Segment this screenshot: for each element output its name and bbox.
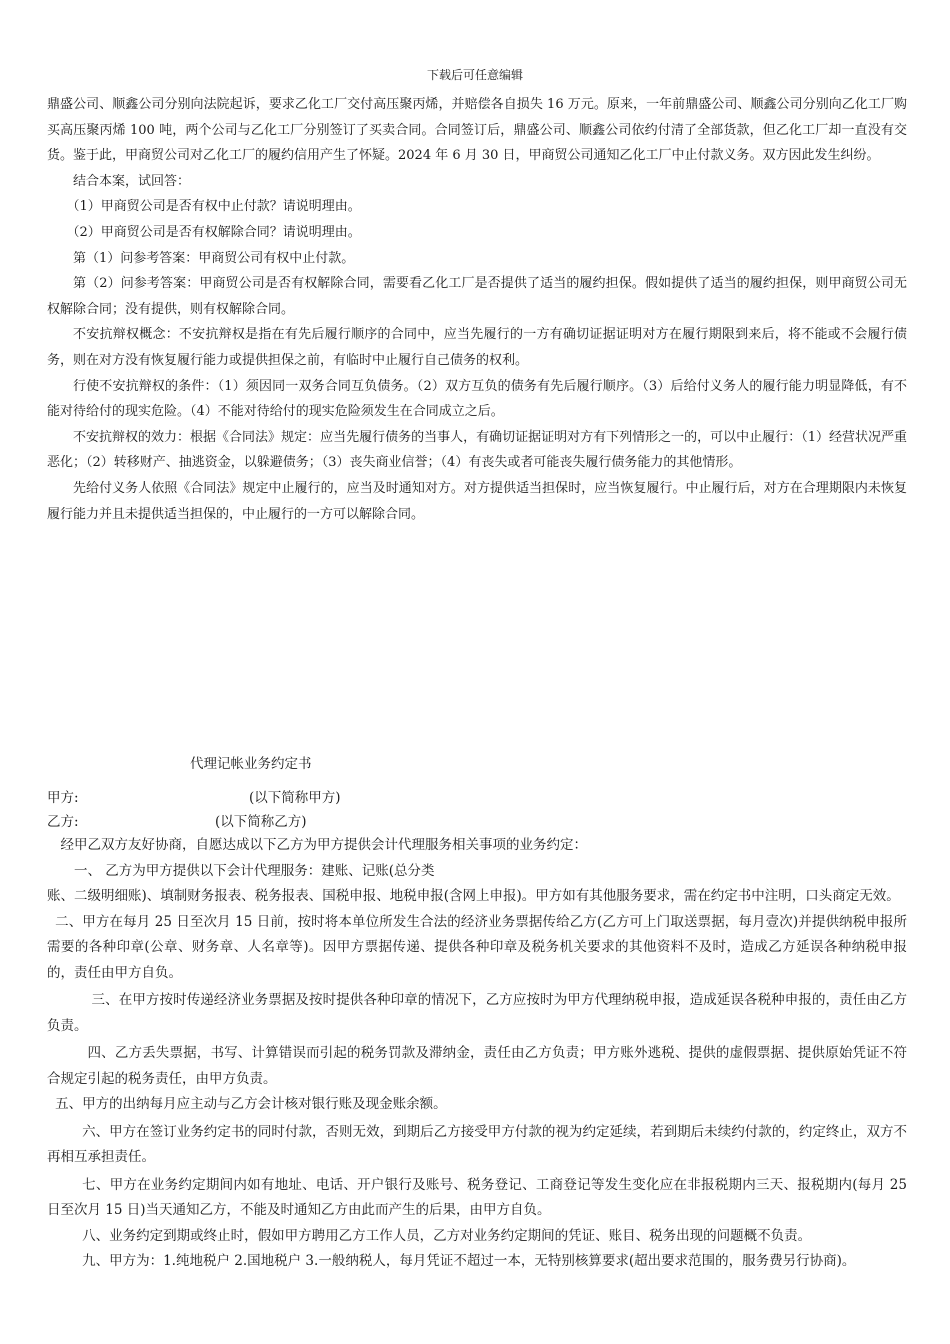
clause-8: 八、业务约定到期或终止时，假如甲方聘用乙方工作人员，乙方对业务约定期间的凭证、账目、税务出现的问题概不负责。 bbox=[82, 1227, 812, 1244]
conditions-paragraph: 行使不安抗辩权的条件：（1）须因同一双务合同互负债务。（2）双方互负的债务有先后履行顺序。（3）后给付义务人的履行能力明显降低，有不能对待给付的现实危险。（4）不能对待给付的现实危险须发生在合同成立之后。 bbox=[47, 378, 907, 420]
notice-paragraph: 先给付义务人依照《合同法》规定中止履行的，应当及时通知对方。对方提供适当担保时，应当恢复履行。中止履行后，对方在合理期限内未恢复履行能力并且未提供适当担保的，中止履行的一方可以解除合同。 bbox=[47, 480, 907, 522]
answer-1: 第（1）问参考答案：甲商贸公司有权中止付款。 bbox=[73, 250, 355, 266]
question-2: （2）甲商贸公司是否有权解除合同？请说明理由。 bbox=[66, 224, 361, 240]
clause-3: 三、在甲方按时传递经济业务票据及按时提供各种印章的情况下，乙方应按时为甲方代理纳税申报，造成延误各税种申报的，责任由乙方负责。 bbox=[47, 992, 907, 1034]
concept-paragraph: 不安抗辩权概念：不安抗辩权是指在有先后履行顺序的合同中，应当先履行的一方有确切证据证明对方在履行期限到来后，将不能或不会履行债务，则在对方没有恢复履行能力或提供担保之前，有临时中止履行自己债务的权利。 bbox=[47, 327, 907, 368]
agreement-title: 代理记帐业务约定书 bbox=[190, 756, 312, 772]
agreement-intro: 经甲乙双方友好协商，自愿达成以下乙方为甲方提供会计代理服务相关事项的业务约定： bbox=[60, 837, 587, 853]
page-header: 下载后可任意编辑 bbox=[426, 68, 523, 82]
party-b-line bbox=[47, 810, 307, 830]
case-analysis-section bbox=[47, 92, 907, 527]
party-b-label: 乙方: bbox=[47, 814, 79, 830]
clause-6: 六、甲方在签订业务约定书的同时付款，否则无效，到期后乙方接受甲方付款的视为约定延续，若到期后未续约付款的，约定终止，双方不再相互承担责任。 bbox=[47, 1123, 907, 1165]
clause-7: 七、甲方在业务约定期间内如有地址、电话、开户银行及账号、税务登记、工商登记等发生变化应在非报税期内三天、报税期内(每月 25 日至次月 15 日)当天通知乙方，不能及时通知乙方由此而产生的后果，由甲方自负。 bbox=[47, 1176, 907, 1218]
party-a-label: 甲方: bbox=[47, 790, 79, 806]
clause-5: 五、甲方的出纳每月应主动与乙方会计核对银行账及现金账余额。 bbox=[55, 1096, 447, 1112]
effect-paragraph: 不安抗辩权的效力：根据《合同法》规定：应当先履行债务的当事人，有确切证据证明对方有下列情形之一的，可以中止履行：（1）经营状况严重恶化；（2）转移财产、抽逃资金，以躲避债务；（3）丧失商业信誉；（4）有丧失或者可能丧失履行债务能力的其他情形。 bbox=[47, 429, 907, 471]
clause-4: 四、乙方丢失票据，书写、计算错误而引起的税务罚款及滞纳金，责任由乙方负责；甲方账外逃税、提供的虚假票据、提供原始凭证不符合规定引起的税务责任，由甲方负责。 bbox=[47, 1045, 907, 1087]
clause-2: 二、甲方在每月 25 日至次月 15 日前，按时将本单位所发生合法的经济业务票据传给乙方(乙方可上门取送票据，每月壹次)并提供纳税申报所需要的各种印章(公章、财务章、人名章等)。因甲方票据传递、提供各种印章及税务机关要求的其他资料不及时，造成乙方延误各种纳税申报的，责任由甲方自负。 bbox=[47, 913, 907, 981]
clause-9: 九、甲方为：1.纯地税户 2.国地税户 3.一般纳税人，每月凭证不超过一本，无特别核算要求(超出要求范围的，服务费另行协商)。 bbox=[82, 1253, 856, 1269]
clause-1-body: 账、二级明细账)、填制财务报表、税务报表、国税申报、地税申报(含网上申报)。甲方如有其他服务要求，需在约定书中注明，口头商定无效。 bbox=[47, 888, 900, 904]
clause-1-head: 一、 乙方为甲方提供以下会计代理服务：建账、记账(总分类 bbox=[74, 862, 435, 879]
answer-2: 第（2）问参考答案：甲商贸公司是否有权解除合同，需要看乙化工厂是否提供了适当的履约担保。假如提供了适当的履约担保，则甲商贸公司无权解除合同；没有提供，则有权解除合同。 bbox=[47, 276, 907, 317]
question-intro: 结合本案，试回答： bbox=[73, 173, 191, 189]
party-a-line bbox=[47, 786, 341, 806]
case-paragraph: 鼎盛公司、顺鑫公司分别向法院起诉，要求乙化工厂交付高压聚丙烯，并赔偿各自损失 16 万元。原来，一年前鼎盛公司、顺鑫公司分别向乙化工厂购买高压聚丙烯 100 吨，两个公司与乙化工厂分别签订了买卖合同。合同签订后，鼎盛公司、顺鑫公司依约付清了全部货款，但乙化工厂却一直没有交货。鉴于此，甲商贸公司对乙化工厂的履约信用产生了怀疑。2024 年 6 月 30 日，甲商贸公司通知乙化工厂中止付款义务。双方因此发生纠纷。 bbox=[47, 97, 907, 164]
agreement-body bbox=[47, 833, 907, 1275]
question-1: （1）甲商贸公司是否有权中止付款？请说明理由。 bbox=[66, 199, 361, 215]
party-b-note: (以下简称乙方) bbox=[215, 814, 307, 830]
party-a-note: (以下简称甲方) bbox=[249, 790, 341, 806]
